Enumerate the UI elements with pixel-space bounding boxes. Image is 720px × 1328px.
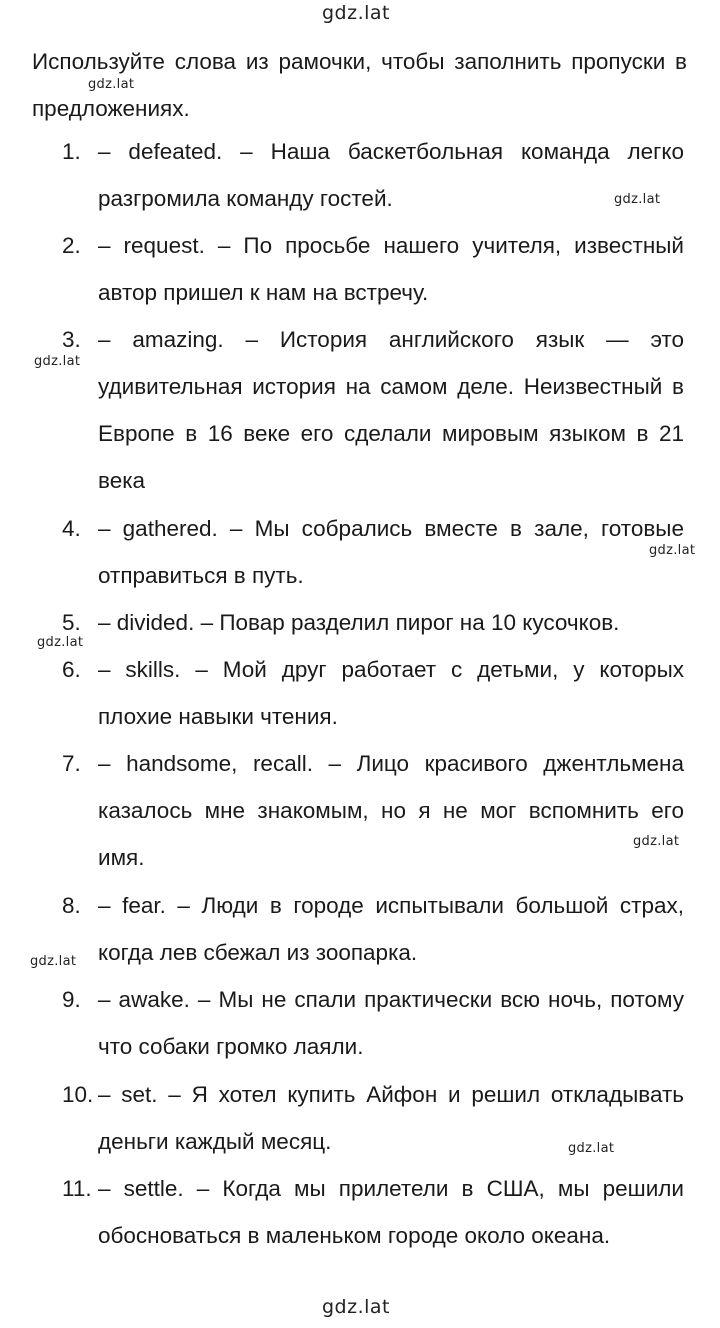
watermark: gdz.lat (649, 543, 696, 558)
answer-item-10 (62, 1071, 684, 1165)
item-number: 6. (62, 657, 81, 682)
item-text: – request. – По просьбе нашего учителя, известный автор пришел к нам на встречу. (98, 233, 684, 305)
task-instruction: Используйте слова из рамочки, чтобы заполнить пропуски в предложениях. (32, 49, 687, 121)
item-number: 1. (62, 139, 81, 164)
item-number: 4. (62, 516, 81, 541)
watermark: gdz.lat (633, 834, 680, 849)
watermark: gdz.lat (37, 635, 84, 650)
item-text: – awake. – Мы не спали практически всю ночь, потому что собаки громко лаяли. (98, 987, 684, 1059)
answer-item-6 (62, 646, 684, 740)
item-number: 7. (62, 751, 81, 776)
item-number: 10. (62, 1082, 94, 1107)
item-number: 3. (62, 327, 81, 352)
item-number: 8. (62, 893, 81, 918)
answer-item-5 (62, 599, 684, 646)
answer-item-3 (62, 316, 684, 504)
watermark: gdz.lat (88, 77, 135, 92)
item-text: – handsome, recall. – Лицо красивого джентльмена казалось мне знакомым, но я не мог вспомнить его имя. (98, 751, 684, 870)
answer-item-11 (62, 1165, 684, 1259)
item-number: 2. (62, 233, 81, 258)
item-number: 11. (62, 1176, 92, 1201)
item-text: – amazing. – История английского язык — это удивительная история на самом деле. Неизвестный в Европе в 16 веке его сделали мировым языком в 21 века (98, 327, 684, 493)
watermark: gdz.lat (568, 1141, 615, 1156)
answer-item-4 (62, 505, 684, 599)
answer-item-9 (62, 976, 684, 1070)
item-text: – set. – Я хотел купить Айфон и решил откладывать деньги каждый месяц. (98, 1082, 684, 1154)
item-number: 5. (62, 610, 81, 635)
item-text: – defeated. – Наша баскетбольная команда легко разгромила команду гостей. (98, 139, 684, 211)
watermark: gdz.lat (34, 354, 81, 369)
answer-item-1 (62, 128, 684, 222)
item-text: – skills. – Мой друг работает с детьми, у которых плохие навыки чтения. (98, 657, 684, 729)
watermark-bottom: gdz.lat (322, 1296, 391, 1318)
item-number: 9. (62, 987, 81, 1012)
watermark: gdz.lat (30, 954, 77, 969)
item-text: – gathered. – Мы собрались вместе в зале, готовые отправиться в путь. (98, 516, 684, 588)
watermark-top: gdz.lat (322, 2, 391, 24)
answer-item-7 (62, 740, 684, 881)
answer-item-2 (62, 222, 684, 316)
watermark: gdz.lat (614, 192, 661, 207)
item-text: – settle. – Когда мы прилетели в США, мы решили обосноваться в маленьком городе около океана. (98, 1176, 684, 1248)
answer-item-8 (62, 882, 684, 976)
item-text: – divided. – Повар разделил пирог на 10 кусочков. (98, 610, 620, 635)
item-text: – fear. – Люди в городе испытывали большой страх, когда лев сбежал из зоопарка. (98, 893, 684, 965)
